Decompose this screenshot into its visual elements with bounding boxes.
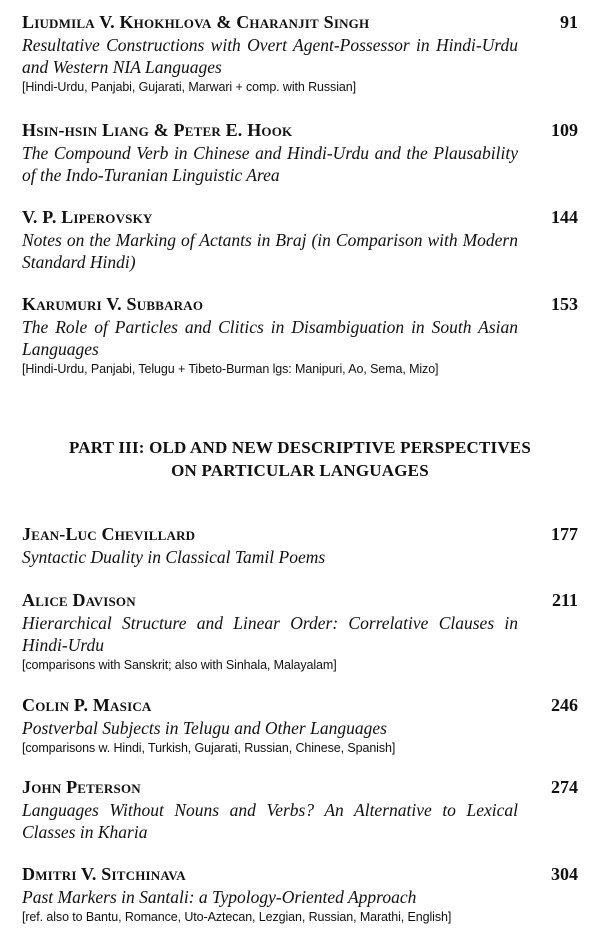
entry-language-note: [ref. also to Bantu, Romance, Uto-Aztecan, Lezgian, Russian, Marathi, English] (22, 910, 452, 924)
entry-header (22, 118, 578, 142)
entry-title: Syntactic Duality in Classical Tamil Poems (22, 547, 326, 567)
toc-entry (22, 862, 578, 926)
entry-author: Alice Davison (22, 590, 136, 610)
entry-language-note: [Hindi-Urdu, Panjabi, Gujarati, Marwari + comp. with Russian] (22, 80, 356, 94)
entry-title: Postverbal Subjects in Telugu and Other Languages (22, 718, 387, 738)
toc-entry (22, 693, 578, 757)
entry-page-number: 211 (551, 590, 578, 610)
entry-page-number: 304 (551, 864, 578, 884)
entry-author: Hsin-hsin Liang & Peter E. Hook (22, 120, 293, 140)
entry-header (22, 775, 578, 799)
entry-header (22, 522, 578, 546)
entry-author: Colin P. Masica (22, 695, 152, 715)
toc-entry (22, 522, 578, 568)
toc-entry (22, 118, 578, 186)
entry-header (22, 588, 578, 612)
entry-author: V. P. Liperovsky (22, 207, 153, 227)
entry-title: The Compound Verb in Chinese and Hindi-Urdu and the Plausability of the Indo-Turanian Linguistic Area (22, 143, 518, 185)
entry-header (22, 292, 578, 316)
entry-author: Dmitri V. Sitchinava (22, 864, 186, 884)
entry-title: Notes on the Marking of Actants in Braj (in Comparison with Modern Standard Hindi) (22, 230, 518, 272)
toc-entry (22, 588, 578, 674)
entry-author: Liudmila V. Khokhlova & Charanjit Singh (22, 12, 370, 32)
entry-page-number: 274 (551, 777, 578, 797)
entry-page-number: 246 (551, 695, 578, 715)
entry-language-note: [comparisons with Sanskrit; also with Sinhala, Malayalam] (22, 658, 337, 672)
entry-title: Hierarchical Structure and Linear Order: Correlative Clauses in Hindi-Urdu (22, 613, 518, 655)
entry-page-number: 91 (560, 12, 578, 32)
entry-author: Jean-Luc Chevillard (22, 524, 196, 544)
entry-title: The Role of Particles and Clitics in Disambiguation in South Asian Languages (22, 317, 518, 359)
part-heading-line: PART III: OLD AND NEW DESCRIPTIVE PERSPECTIVES (68, 438, 532, 457)
toc-entry (22, 292, 578, 378)
entry-page-number: 153 (551, 294, 578, 314)
toc-entry (22, 10, 578, 96)
toc-entry (22, 775, 578, 843)
entry-page-number: 109 (551, 120, 578, 140)
entry-page-number: 144 (551, 207, 578, 227)
part-heading (22, 436, 578, 482)
entry-title: Languages Without Nouns and Verbs? An Alternative to Lexical Classes in Kharia (22, 800, 518, 842)
entry-header (22, 693, 578, 717)
entry-title: Past Markers in Santali: a Typology-Oriented Approach (22, 887, 417, 907)
entry-language-note: [comparisons w. Hindi, Turkish, Gujarati, Russian, Chinese, Spanish] (22, 741, 396, 755)
part-heading-line: ON PARTICULAR LANGUAGES (171, 461, 429, 480)
entry-header (22, 10, 578, 34)
entry-author: John Peterson (22, 777, 141, 797)
entry-header (22, 862, 578, 886)
entry-title: Resultative Constructions with Overt Agent-Possessor in Hindi-Urdu and Western NIA Languages (22, 35, 518, 77)
entry-language-note: [Hindi-Urdu, Panjabi, Telugu + Tibeto-Burman lgs: Manipuri, Ao, Sema, Mizo] (22, 362, 439, 376)
toc-entry (22, 205, 578, 273)
entry-page-number: 177 (551, 524, 578, 544)
entry-author: Karumuri V. Subbarao (22, 294, 204, 314)
entry-header (22, 205, 578, 229)
